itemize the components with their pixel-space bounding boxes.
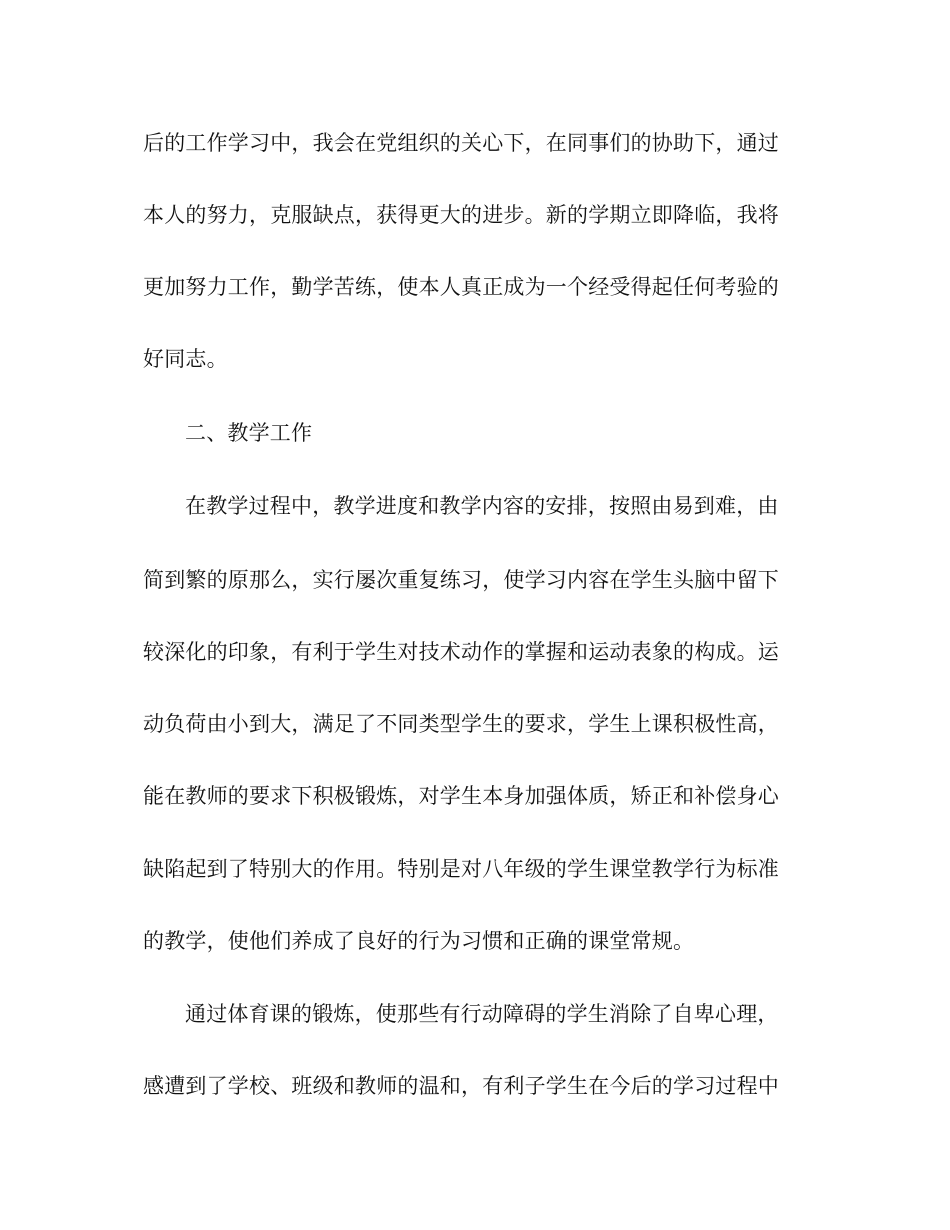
paragraph-line: 后的工作学习中，我会在党组织的关心下，在同事们的协助下，通过 — [143, 131, 779, 155]
paragraph-line: 本人的努力，克服缺点，获得更大的进步。新的学期立即降临，我将 — [143, 203, 779, 227]
paragraph-line: 缺陷起到了特别大的作用。特别是对八年级的学生课堂教学行为标准 — [143, 857, 779, 881]
paragraph-line: 的教学，使他们养成了良好的行为习惯和正确的课堂常规。 — [143, 929, 695, 953]
paragraph-line: 好同志。 — [143, 347, 228, 371]
section-heading: 二、教学工作 — [185, 421, 313, 445]
paragraph-line: 在教学过程中，教学进度和教学内容的安排，按照由易到难，由 — [185, 494, 779, 518]
paragraph-line: 更加努力工作，勤学苦练，使本人真正成为一个经受得起任何考验的 — [143, 275, 779, 299]
paragraph-line: 动负荷由小到大，满足了不同类型学生的要求，学生上课积极性高， — [143, 712, 779, 736]
paragraph-line: 感遭到了学校、班级和教师的温和，有利子学生在今后的学习过程中 — [143, 1074, 779, 1098]
paragraph-line: 通过体育课的锻炼，使那些有行动障碍的学生消除了自卑心理， — [185, 1002, 779, 1026]
paragraph-line: 较深化的印象，有利于学生对技术动作的掌握和运动表象的构成。运 — [143, 640, 779, 664]
paragraph-line: 能在教师的要求下积极锻炼，对学生本身加强体质，矫正和补偿身心 — [143, 784, 779, 808]
paragraph-line: 简到繁的原那么，实行屡次重复练习，使学习内容在学生头脑中留下 — [143, 568, 779, 592]
